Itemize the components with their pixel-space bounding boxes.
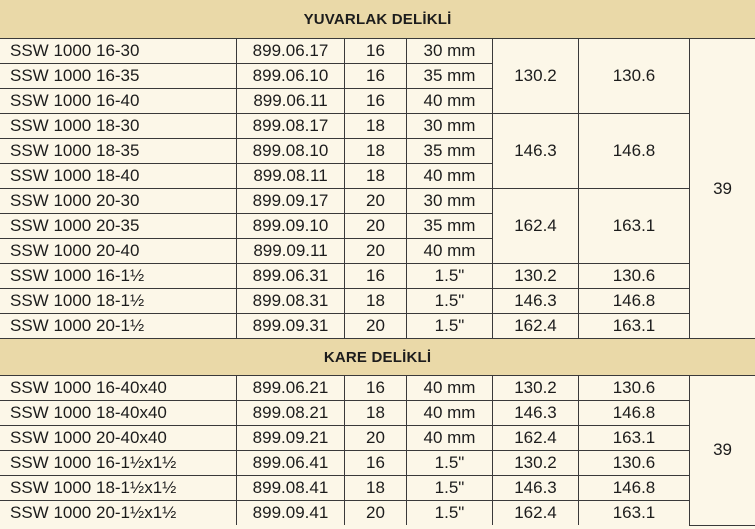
size-cell: 1.5": [407, 451, 493, 476]
value-1-cell: 130.2: [493, 376, 579, 401]
value-2-cell: 146.8: [579, 401, 690, 426]
size-cell: 1.5": [407, 314, 493, 339]
value-1-cell: 130.2: [493, 451, 579, 476]
size-cell: 40 mm: [407, 426, 493, 451]
product-code-cell: 899.09.41: [237, 501, 345, 526]
product-code-cell: 899.08.11: [237, 164, 345, 189]
size-cell: 30 mm: [407, 189, 493, 214]
value-2-cell: 130.6: [579, 376, 690, 401]
diameter-cell: 18: [345, 401, 407, 426]
product-code-cell: 899.06.41: [237, 451, 345, 476]
diameter-cell: 18: [345, 164, 407, 189]
diameter-cell: 16: [345, 39, 407, 64]
section-header-row: [0, 0, 755, 39]
diameter-cell: 16: [345, 376, 407, 401]
size-cell: 1.5": [407, 476, 493, 501]
product-name-cell: SSW 1000 16-1½: [0, 264, 237, 289]
size-cell: 30 mm: [407, 39, 493, 64]
value-1-cell: 146.3: [493, 289, 579, 314]
product-code-cell: 899.08.41: [237, 476, 345, 501]
diameter-cell: 20: [345, 189, 407, 214]
product-code-cell: 899.06.31: [237, 264, 345, 289]
size-cell: 40 mm: [407, 89, 493, 114]
size-cell: 35 mm: [407, 139, 493, 164]
product-name-cell: SSW 1000 20-1½: [0, 314, 237, 339]
product-name-cell: SSW 1000 16-30: [0, 39, 237, 64]
value-1-cell: 162.4: [493, 501, 579, 526]
table-row: [0, 501, 755, 526]
size-cell: 40 mm: [407, 164, 493, 189]
product-name-cell: SSW 1000 18-40x40: [0, 401, 237, 426]
section-title: YUVARLAK DELİKLİ: [0, 0, 755, 39]
value-1-cell: 162.4: [493, 314, 579, 339]
product-code-cell: 899.09.31: [237, 314, 345, 339]
pack-quantity-cell: 39: [690, 376, 755, 526]
size-cell: 40 mm: [407, 401, 493, 426]
product-code-cell: 899.06.17: [237, 39, 345, 64]
product-name-cell: SSW 1000 20-35: [0, 214, 237, 239]
product-name-cell: SSW 1000 20-40x40: [0, 426, 237, 451]
value-2-cell: 163.1: [579, 314, 690, 339]
value-2-cell: 163.1: [579, 501, 690, 526]
diameter-cell: 20: [345, 314, 407, 339]
value-2-cell: 146.8: [579, 114, 690, 189]
product-code-cell: 899.06.21: [237, 376, 345, 401]
diameter-cell: 20: [345, 426, 407, 451]
value-1-cell: 146.3: [493, 114, 579, 189]
table-row: [0, 264, 755, 289]
size-cell: 30 mm: [407, 114, 493, 139]
product-code-cell: 899.09.21: [237, 426, 345, 451]
value-1-cell: 162.4: [493, 426, 579, 451]
value-2-cell: 130.6: [579, 451, 690, 476]
size-cell: 35 mm: [407, 214, 493, 239]
table-row: [0, 401, 755, 426]
product-code-cell: 899.08.10: [237, 139, 345, 164]
product-name-cell: SSW 1000 18-1½x1½: [0, 476, 237, 501]
value-1-cell: 146.3: [493, 476, 579, 501]
product-name-cell: SSW 1000 20-40: [0, 239, 237, 264]
diameter-cell: 18: [345, 114, 407, 139]
diameter-cell: 20: [345, 239, 407, 264]
table-row: [0, 289, 755, 314]
product-name-cell: SSW 1000 16-40: [0, 89, 237, 114]
product-name-cell: SSW 1000 20-30: [0, 189, 237, 214]
product-name-cell: SSW 1000 18-30: [0, 114, 237, 139]
size-cell: 35 mm: [407, 64, 493, 89]
table-row: [0, 189, 755, 214]
product-name-cell: SSW 1000 16-35: [0, 64, 237, 89]
diameter-cell: 16: [345, 264, 407, 289]
value-1-cell: 130.2: [493, 39, 579, 114]
value-2-cell: 130.6: [579, 39, 690, 114]
product-name-cell: SSW 1000 16-40x40: [0, 376, 237, 401]
size-cell: 1.5": [407, 501, 493, 526]
diameter-cell: 20: [345, 501, 407, 526]
product-code-cell: 899.09.10: [237, 214, 345, 239]
diameter-cell: 16: [345, 89, 407, 114]
pack-quantity-cell: 39: [690, 39, 755, 339]
size-cell: 40 mm: [407, 376, 493, 401]
diameter-cell: 16: [345, 451, 407, 476]
table-row: [0, 451, 755, 476]
section-title: KARE DELİKLİ: [0, 339, 755, 376]
diameter-cell: 18: [345, 139, 407, 164]
product-code-cell: 899.08.21: [237, 401, 345, 426]
value-1-cell: 162.4: [493, 189, 579, 264]
value-2-cell: 146.8: [579, 476, 690, 501]
product-code-cell: 899.09.11: [237, 239, 345, 264]
value-2-cell: 163.1: [579, 189, 690, 264]
value-2-cell: 130.6: [579, 264, 690, 289]
product-name-cell: SSW 1000 20-1½x1½: [0, 501, 237, 526]
table-row: [0, 476, 755, 501]
diameter-cell: 18: [345, 476, 407, 501]
table-row: [0, 39, 755, 64]
value-1-cell: 146.3: [493, 401, 579, 426]
section-header-row: [0, 339, 755, 376]
value-2-cell: 163.1: [579, 426, 690, 451]
table-row: [0, 114, 755, 139]
product-name-cell: SSW 1000 18-35: [0, 139, 237, 164]
product-code-cell: 899.08.31: [237, 289, 345, 314]
table-row: [0, 314, 755, 339]
product-code-cell: 899.08.17: [237, 114, 345, 139]
value-1-cell: 130.2: [493, 264, 579, 289]
table-row: [0, 376, 755, 401]
product-code-cell: 899.09.17: [237, 189, 345, 214]
diameter-cell: 20: [345, 214, 407, 239]
product-code-cell: 899.06.10: [237, 64, 345, 89]
diameter-cell: 18: [345, 289, 407, 314]
product-name-cell: SSW 1000 16-1½x1½: [0, 451, 237, 476]
product-name-cell: SSW 1000 18-1½: [0, 289, 237, 314]
size-cell: 40 mm: [407, 239, 493, 264]
table-row: [0, 426, 755, 451]
diameter-cell: 16: [345, 64, 407, 89]
value-2-cell: 146.8: [579, 289, 690, 314]
product-name-cell: SSW 1000 18-40: [0, 164, 237, 189]
size-cell: 1.5": [407, 289, 493, 314]
size-cell: 1.5": [407, 264, 493, 289]
product-code-cell: 899.06.11: [237, 89, 345, 114]
